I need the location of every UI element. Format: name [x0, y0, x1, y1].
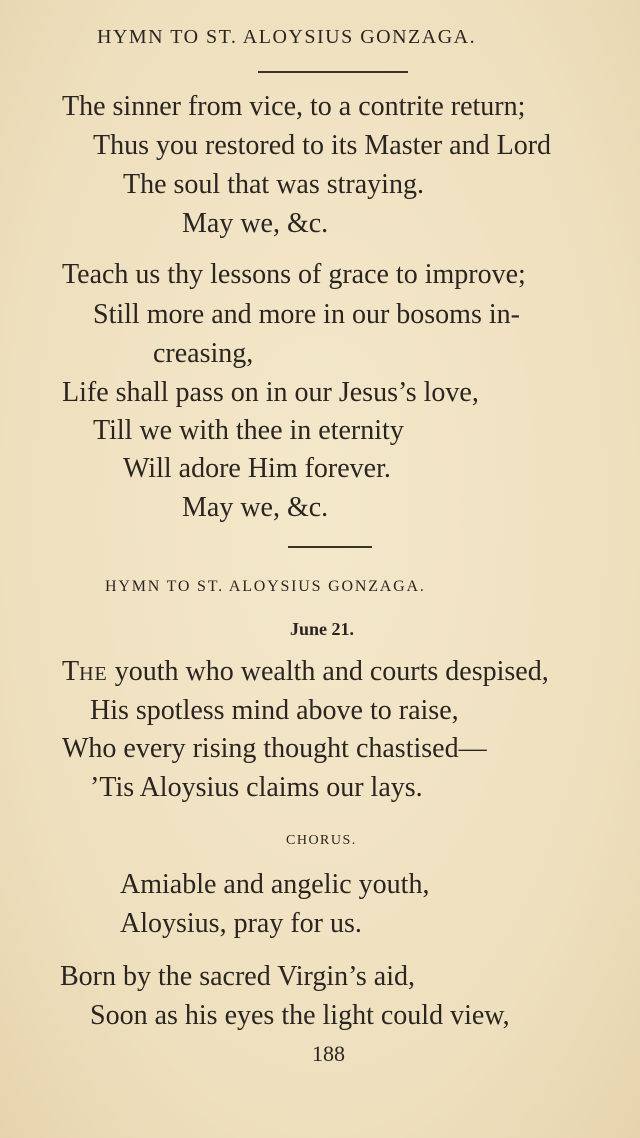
verse-line: Born by the sacred Virgin’s aid,	[60, 961, 416, 992]
refrain-line: May we, &c.	[182, 208, 329, 239]
chorus-line: Amiable and angelic youth,	[120, 869, 430, 900]
verse-line: Teach us thy lessons of grace to improve;	[62, 259, 526, 290]
verse-line: Life shall pass on in our Jesus’s love,	[62, 377, 479, 408]
lead-small-caps: HE	[79, 663, 108, 685]
verse-line: creasing,	[153, 338, 254, 369]
verse-line: Soon as his eyes the light could view,	[90, 1000, 510, 1031]
verse-line: His spotless mind above to raise,	[90, 695, 459, 726]
verse-line: Will adore Him forever.	[123, 453, 391, 484]
verse-line: The soul that was straying.	[123, 169, 424, 200]
verse-line: Still more and more in our bosoms in-	[93, 299, 520, 330]
stanza-first-line	[62, 655, 549, 691]
chorus-label: CHORUS.	[286, 833, 357, 848]
chorus-line: Aloysius, pray for us.	[120, 908, 362, 939]
verse-line: ’Tis Aloysius claims our lays.	[90, 772, 423, 803]
lead-capital: T	[62, 656, 80, 687]
first-line-rest: youth who wealth and courts despised,	[107, 656, 549, 687]
verse-line: Till we with thee in eternity	[93, 415, 404, 446]
section-rule	[288, 546, 372, 548]
page-number: 188	[312, 1041, 345, 1066]
verse-line: The sinner from vice, to a contrite return;	[62, 91, 526, 122]
verse-line: Who every rising thought chastised—	[62, 733, 487, 764]
verse-line: Thus you restored to its Master and Lord	[93, 130, 552, 161]
feast-date: June 21.	[290, 619, 355, 639]
hymn-title: HYMN TO ST. ALOYSIUS GONZAGA.	[105, 578, 426, 595]
header-rule	[258, 71, 408, 73]
refrain-line: May we, &c.	[182, 492, 329, 523]
running-head: HYMN TO ST. ALOYSIUS GONZAGA.	[97, 26, 477, 48]
